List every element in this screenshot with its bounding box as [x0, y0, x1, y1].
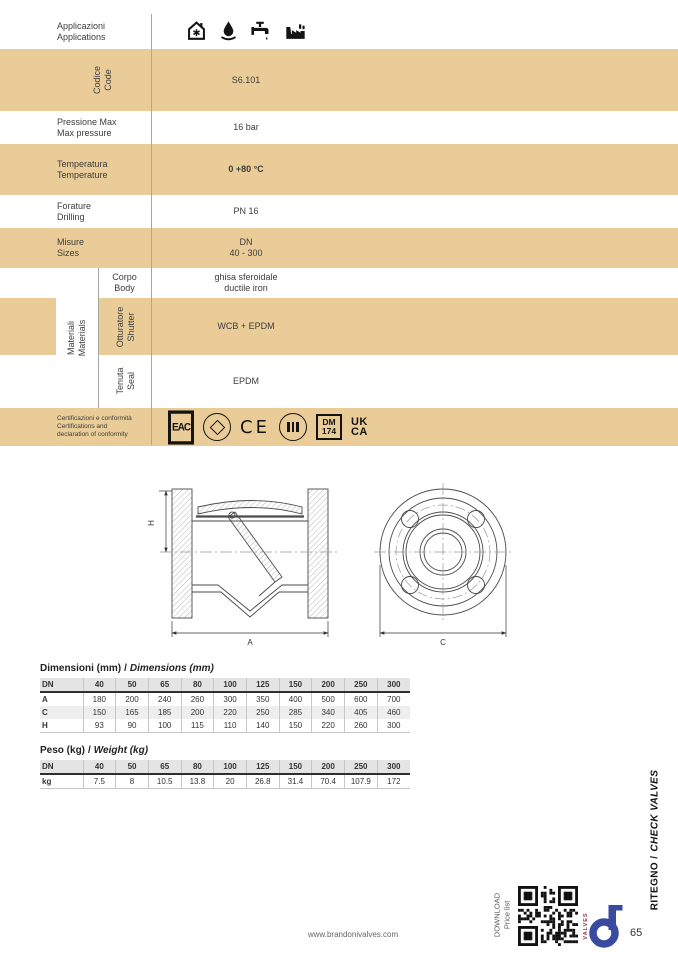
drilling-value	[151, 195, 341, 228]
technical-drawings	[140, 475, 540, 665]
table-header-cell: 65	[148, 760, 181, 774]
conformity-stamp-logo	[279, 413, 307, 441]
stamp-diamond	[209, 419, 225, 435]
dimensions-title-en: Dimensions (mm)	[129, 663, 214, 674]
table-cell: 107.9	[345, 774, 378, 789]
table-cell: 405	[345, 706, 378, 719]
table-cell: 240	[148, 692, 181, 706]
dimensions-title	[40, 663, 412, 674]
seal-value	[151, 355, 341, 408]
table-row-label: H	[40, 719, 83, 733]
brand-logo-b-icon	[589, 900, 623, 950]
table-header-cell: 150	[279, 760, 312, 774]
table-header-cell: 50	[116, 678, 149, 692]
drilling-label	[0, 195, 151, 228]
body-label	[98, 268, 151, 298]
row-filler	[368, 408, 678, 446]
ukca-logo	[351, 417, 368, 437]
material-strip	[0, 268, 56, 298]
body-label-it: Corpo	[112, 272, 137, 282]
table-cell: 70.4	[312, 774, 345, 789]
download-price-list[interactable]	[493, 893, 512, 937]
tap-icon	[250, 20, 273, 44]
drilling-label-it: Forature	[57, 200, 92, 211]
code-label-space	[0, 49, 151, 111]
materials-divider-line	[98, 268, 99, 408]
table-cell: 115	[181, 719, 214, 733]
row-filler	[341, 228, 678, 268]
code-label-it: Codice	[92, 65, 102, 95]
table-header-cell: 125	[246, 760, 279, 774]
shutter-value-text: WCB + EPDM	[217, 321, 275, 331]
dim-a	[172, 621, 328, 637]
category-name-en: CHECK VALVES	[649, 769, 661, 852]
table-header-cell: 100	[214, 678, 247, 692]
row-material-body	[0, 268, 678, 298]
table-cell: 285	[279, 706, 312, 719]
applications-label	[0, 14, 151, 49]
download-line1: DOWNLOAD	[492, 892, 502, 938]
materials-column	[56, 355, 98, 408]
sizes-label-it: Misure	[57, 237, 85, 247]
table-cell: 300	[377, 719, 410, 733]
dim-label-c: C	[440, 638, 446, 647]
row-filler	[341, 355, 678, 408]
table-row-label: C	[42, 708, 48, 717]
row-pressure	[0, 111, 678, 144]
table-cell: 260	[181, 692, 214, 706]
category-side-tab	[650, 770, 661, 911]
weight-title-it: Peso (kg)	[40, 745, 86, 756]
table-cell: 700	[377, 692, 410, 706]
certification-logos	[168, 408, 368, 446]
dim-label-h: H	[147, 520, 156, 526]
download-line2: Price list	[502, 900, 511, 930]
table-cell: 500	[312, 692, 345, 706]
shutter-value	[151, 298, 341, 355]
table-cell: 13.8	[181, 774, 214, 789]
row-sizes	[0, 228, 678, 268]
table-cell: 140	[246, 719, 279, 733]
body-value-line2: ductile iron	[224, 283, 268, 293]
temperature-label-en: Temperature	[57, 169, 108, 180]
table-cell: 31.4	[279, 774, 312, 789]
certifications-label-line3: declaration of conformity	[57, 431, 128, 438]
body-label-en: Body	[114, 283, 135, 293]
row-filler	[341, 144, 678, 195]
table-cell: 165	[116, 706, 149, 719]
ukca-line2: CA	[350, 426, 368, 438]
qr-code[interactable]	[518, 886, 578, 946]
temperature-label	[0, 144, 151, 195]
row-drilling	[0, 195, 678, 228]
water-drop-icon	[218, 20, 239, 44]
table-cell: 600	[345, 692, 378, 706]
table-cell: 180	[83, 692, 116, 706]
table-cell: 7.5	[83, 774, 116, 789]
applications-label-it: Applicazioni	[57, 20, 106, 31]
table-header-cell: 250	[345, 760, 378, 774]
qr-code-image	[518, 886, 578, 946]
website-link[interactable]: www.brandonivalves.com	[307, 930, 399, 939]
table-cell: 26.8	[246, 774, 279, 789]
title-separator: /	[124, 663, 127, 674]
table-cell: 185	[148, 706, 181, 719]
material-strip	[0, 355, 56, 408]
table-cell: 200	[181, 706, 214, 719]
table-header-cell: 300	[377, 678, 410, 692]
row-applications	[0, 14, 678, 49]
weight-title-en: Weight (kg)	[93, 745, 149, 756]
table-header-label: DN	[40, 678, 83, 692]
quality-stamp-logo	[203, 413, 231, 441]
table-header-row	[40, 678, 410, 692]
dim-label-a: A	[247, 638, 253, 647]
drilling-label-en: Drilling	[57, 211, 85, 222]
body-value	[151, 268, 341, 298]
seal-label-en: Seal	[126, 372, 136, 391]
body-value-line1: ghisa sferoidale	[214, 272, 278, 282]
shutter-label-en: Shutter	[126, 312, 136, 342]
row-material-seal	[0, 355, 678, 408]
pressure-label-it: Pressione Max	[57, 116, 117, 127]
table-cell: 20	[214, 774, 247, 789]
table-cell: 200	[116, 692, 149, 706]
pressure-label-en: Max pressure	[57, 127, 112, 138]
pressure-label	[0, 111, 151, 144]
table-header-cell: 200	[312, 678, 345, 692]
row-filler	[341, 49, 678, 111]
certifications-label	[0, 408, 151, 446]
eac-logo	[168, 410, 194, 444]
sizes-label	[0, 228, 151, 268]
dimensions-title-it: Dimensioni (mm)	[40, 663, 122, 674]
application-icons	[186, 20, 307, 44]
table-row	[40, 692, 410, 706]
table-cell: 350	[246, 692, 279, 706]
table-header-cell: 300	[377, 760, 410, 774]
table-header-cell: 250	[345, 678, 378, 692]
weight-table	[40, 760, 410, 789]
eac-text: EAC	[171, 420, 191, 434]
table-divider-line	[151, 14, 152, 445]
table-header-cell: 100	[214, 760, 247, 774]
dm174-logo	[316, 414, 342, 440]
shutter-label-it: Otturatore	[115, 306, 125, 348]
table-header-cell: 200	[312, 760, 345, 774]
drilling-value-text: PN 16	[233, 206, 259, 216]
materials-column	[56, 268, 98, 298]
materials-label-it: Materiali	[66, 320, 76, 356]
table-cell: 400	[279, 692, 312, 706]
temperature-value	[151, 144, 341, 195]
table-cell: 250	[246, 706, 279, 719]
table-header-cell: 40	[83, 760, 116, 774]
table-cell: 110	[214, 719, 247, 733]
front-view-drawing	[374, 483, 512, 621]
table-cell: 260	[345, 719, 378, 733]
temperature-label-it: Temperatura	[57, 158, 108, 169]
brand-logo	[580, 900, 622, 950]
table-header-cell: 125	[246, 678, 279, 692]
row-temperature	[0, 144, 678, 195]
table-row-label: kg	[40, 774, 83, 789]
ce-text: CE	[240, 416, 270, 438]
dimensions-section	[40, 663, 412, 733]
category-name: RITEGNO /	[649, 855, 661, 911]
code-label-en: Code	[103, 69, 113, 91]
table-cell: 460	[377, 706, 410, 719]
row-filler	[341, 14, 678, 49]
pressure-value	[151, 111, 341, 144]
page-number: 65	[630, 927, 643, 939]
pressure-value-text: 16 bar	[233, 122, 259, 132]
sizes-value-line2: 40 - 300	[229, 248, 263, 258]
table-row	[40, 774, 410, 789]
dim-c	[380, 565, 506, 637]
table-header-cell: 50	[116, 760, 149, 774]
title-separator: /	[88, 745, 91, 756]
sizes-value-line1: DN	[239, 237, 253, 247]
house-heating-icon	[186, 20, 207, 44]
table-cell: 150	[83, 706, 116, 719]
brand-logo-valves-text: VALVES	[583, 912, 589, 940]
table-header-cell: 40	[83, 678, 116, 692]
table-cell: 340	[312, 706, 345, 719]
materials-label-rotated	[66, 320, 88, 357]
row-filler	[341, 111, 678, 144]
certifications-label-line1: Certificazioni e conformità	[57, 415, 132, 422]
row-filler	[341, 268, 678, 298]
table-row-label: A	[42, 695, 48, 704]
dim-h	[159, 491, 172, 552]
sizes-label-en: Sizes	[57, 248, 80, 258]
applications-label-en: Applications	[57, 31, 106, 42]
materials-label-en: Materials	[77, 319, 87, 357]
side-view-drawing	[160, 489, 340, 618]
table-cell: 8	[116, 774, 149, 789]
table-cell: 93	[83, 719, 116, 733]
row-material-shutter	[0, 298, 678, 355]
code-value-text: S6.101	[231, 74, 261, 85]
table-header-cell: 150	[279, 678, 312, 692]
seal-label-it: Tenuta	[115, 367, 125, 395]
spec-table	[0, 14, 678, 446]
dm-number: 174	[321, 426, 337, 436]
table-row	[40, 706, 410, 719]
table-cell: 150	[279, 719, 312, 733]
table-header-cell: 65	[148, 678, 181, 692]
table-row	[40, 719, 410, 733]
table-header-row	[40, 760, 410, 774]
sizes-value	[151, 228, 341, 268]
code-label-rotated	[92, 66, 114, 94]
dm-text: DM	[322, 417, 336, 427]
applications-value	[151, 14, 341, 49]
ce-logo	[240, 417, 270, 438]
weight-section	[40, 745, 412, 789]
seal-value-text: EPDM	[232, 376, 259, 386]
table-cell: 10.5	[148, 774, 181, 789]
table-header-cell: 80	[181, 678, 214, 692]
dimensions-table	[40, 678, 410, 733]
table-header-cell: 80	[181, 760, 214, 774]
row-filler	[341, 195, 678, 228]
factory-icon	[284, 20, 307, 44]
seal-label-rotated	[115, 367, 137, 394]
table-cell: 300	[214, 692, 247, 706]
table-cell: 220	[312, 719, 345, 733]
table-cell: 90	[116, 719, 149, 733]
shutter-label-rotated	[115, 307, 137, 348]
code-value	[151, 49, 341, 111]
row-certifications	[0, 408, 678, 446]
stamp-bars	[287, 422, 299, 432]
table-cell: 100	[148, 719, 181, 733]
certifications-label-line2: Certifications and	[57, 423, 108, 430]
material-strip	[0, 298, 56, 355]
table-cell: 172	[377, 774, 410, 789]
temperature-value-text: 0 +80 °C	[228, 164, 264, 174]
row-filler	[341, 298, 678, 355]
table-header-label: DN	[40, 760, 83, 774]
weight-title	[40, 745, 412, 756]
ukca-line1: UK	[350, 416, 368, 428]
table-cell: 220	[214, 706, 247, 719]
